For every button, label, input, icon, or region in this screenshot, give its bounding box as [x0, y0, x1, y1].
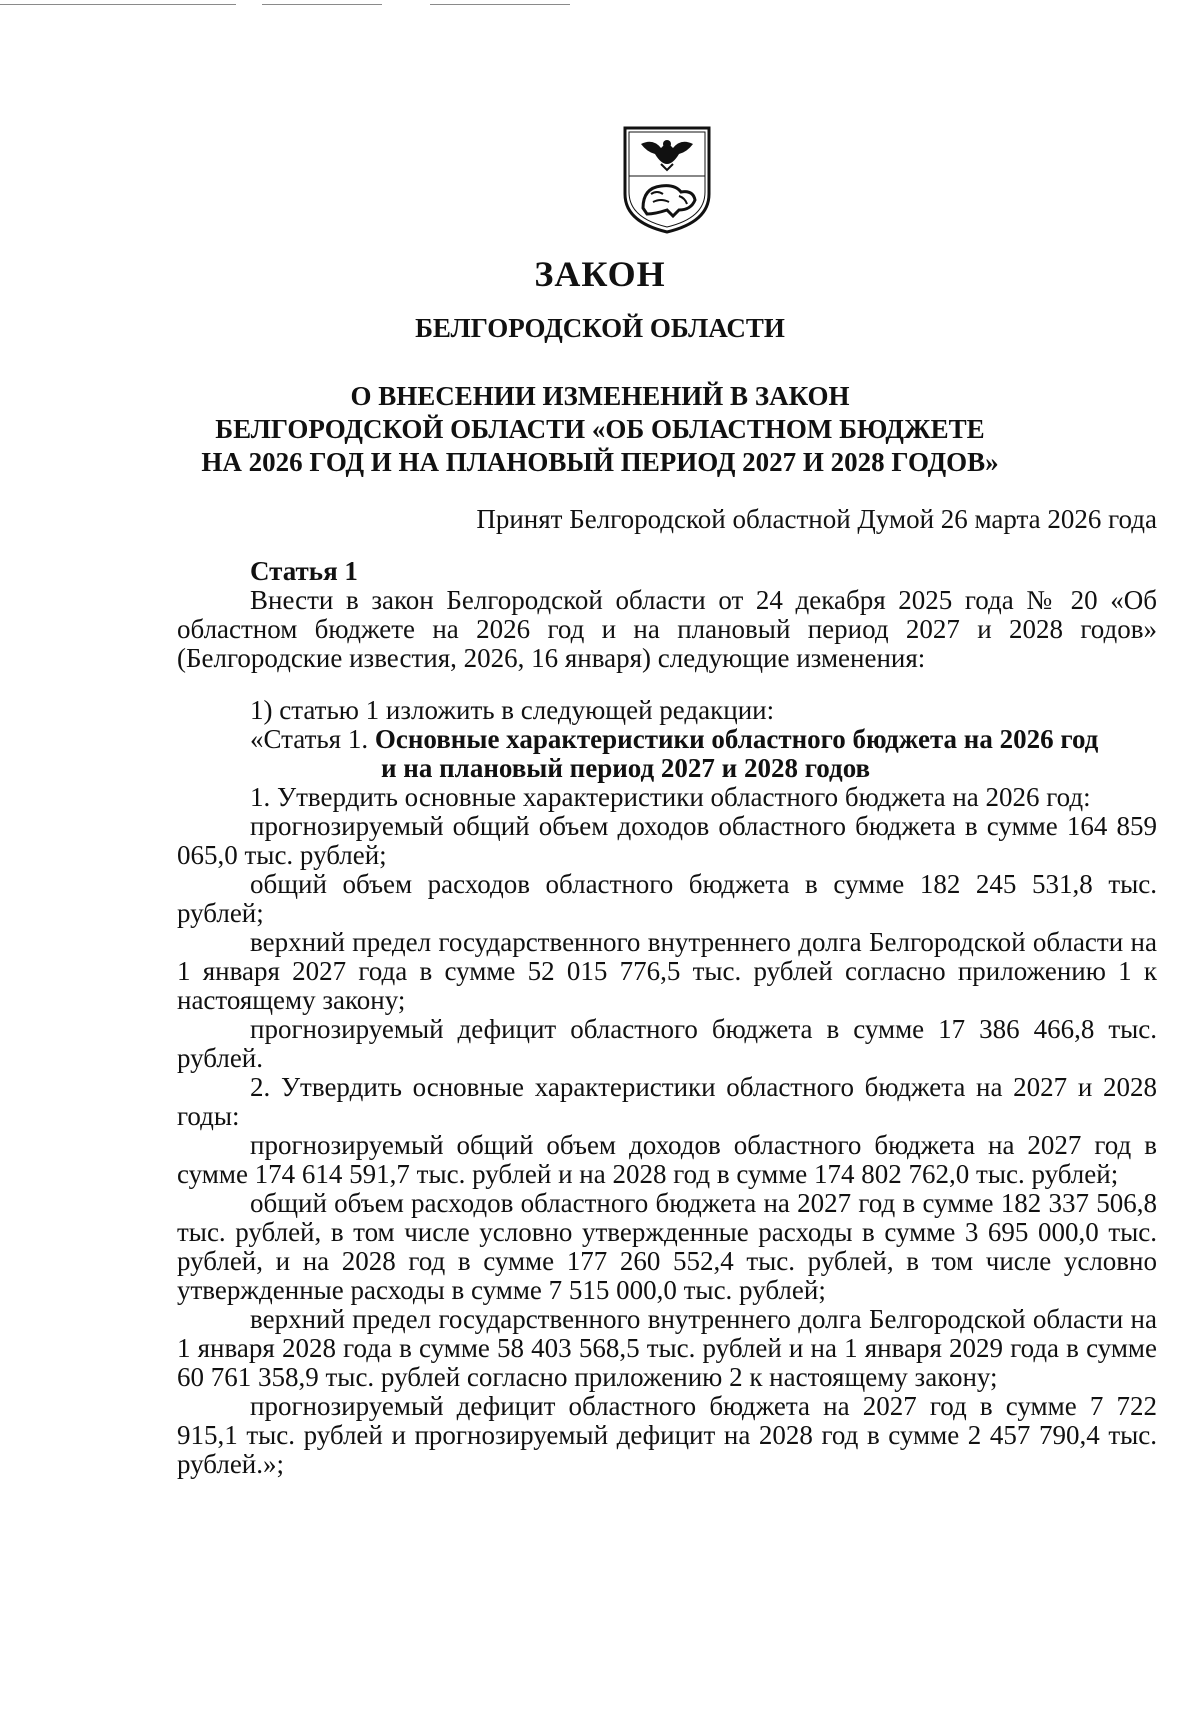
article-intro: Внести в закон Белгородской области от 24 декабря 2025 года № 20 «Об областном бюджете на 2026 год и на плановый период 2027 и 2028 годов» (Белгородские известия, 2026, 16 января) следующие изменения: — [177, 585, 1157, 673]
new-article-title-line1: Основные характеристики областного бюджета на 2026 год — [374, 724, 1099, 754]
scan-artifact-line — [262, 4, 382, 5]
paragraph: общий объем расходов областного бюджета в сумме 182 245 531,8 тыс. рублей; — [177, 869, 1157, 928]
law-subject-title — [0, 380, 1200, 479]
paragraph: 2. Утвердить основные характеристики областного бюджета на 2027 и 2028 годы: — [177, 1072, 1157, 1131]
subject-line: БЕЛГОРОДСКОЙ ОБЛАСТИ «ОБ ОБЛАСТНОМ БЮДЖЕТЕ — [215, 414, 985, 444]
adoption-note: Принят Белгородской областной Думой 26 марта 2026 года — [476, 504, 1157, 534]
new-article-title — [177, 725, 1157, 783]
coat-of-arms-icon — [621, 124, 713, 236]
paragraph: прогнозируемый общий объем доходов областного бюджета на 2027 год в сумме 174 614 591,7 тыс. рублей и на 2028 год в сумме 174 802 762,0 тыс. рублей; — [177, 1130, 1157, 1189]
subject-line: НА 2026 ГОД И НА ПЛАНОВЫЙ ПЕРИОД 2027 И 2028 ГОДОВ» — [201, 447, 999, 477]
region-title: БЕЛГОРОДСКОЙ ОБЛАСТИ — [415, 313, 785, 343]
paragraph: прогнозируемый общий объем доходов областного бюджета в сумме 164 859 065,0 тыс. рублей; — [177, 811, 1157, 870]
scan-artifact-line — [430, 4, 570, 5]
paragraph: верхний предел государственного внутреннего долга Белгородской области на 1 января 2028 года в сумме 58 403 568,5 тыс. рублей и на 1 января 2029 года в сумме 60 761 358,9 тыс. рублей согласно приложению 2 к настоящему закону; — [177, 1304, 1157, 1392]
subject-line: О ВНЕСЕНИИ ИЗМЕНЕНИЙ В ЗАКОН — [350, 381, 850, 411]
paragraph: 1. Утвердить основные характеристики областного бюджета на 2026 год: — [250, 782, 1091, 812]
scan-artifact-line — [0, 4, 236, 5]
article-heading: Статья 1 — [250, 556, 358, 586]
paragraph: прогнозируемый дефицит областного бюджета в сумме 17 386 466,8 тыс. рублей. — [177, 1014, 1157, 1073]
paragraph: прогнозируемый дефицит областного бюджета на 2027 год в сумме 7 722 915,1 тыс. рублей и прогнозируемый дефицит на 2028 год в сумме 2 457 790,4 тыс. рублей.»; — [177, 1391, 1157, 1479]
paragraph: верхний предел государственного внутреннего долга Белгородской области на 1 января 2027 года в сумме 52 015 776,5 тыс. рублей согласно приложению 1 к настоящему закону; — [177, 927, 1157, 1015]
document-type-title: ЗАКОН — [534, 254, 666, 294]
paragraph: общий объем расходов областного бюджета на 2027 год в сумме 182 337 506,8 тыс. рублей, в том числе условно утвержденные расходы в сумме 3 695 000,0 тыс. рублей, и на 2028 год в сумме 177 260 552,4 тыс. рублей, в том числе условно утвержденные расходы в сумме 7 515 000,0 тыс. рублей; — [177, 1188, 1157, 1305]
document-body — [177, 557, 1157, 1479]
new-article-prefix: «Статья 1. — [250, 724, 369, 754]
amendment-item: 1) статью 1 изложить в следующей редакции: — [250, 695, 775, 725]
new-article-title-line2: и на плановый период 2027 и 2028 годов — [381, 753, 871, 783]
